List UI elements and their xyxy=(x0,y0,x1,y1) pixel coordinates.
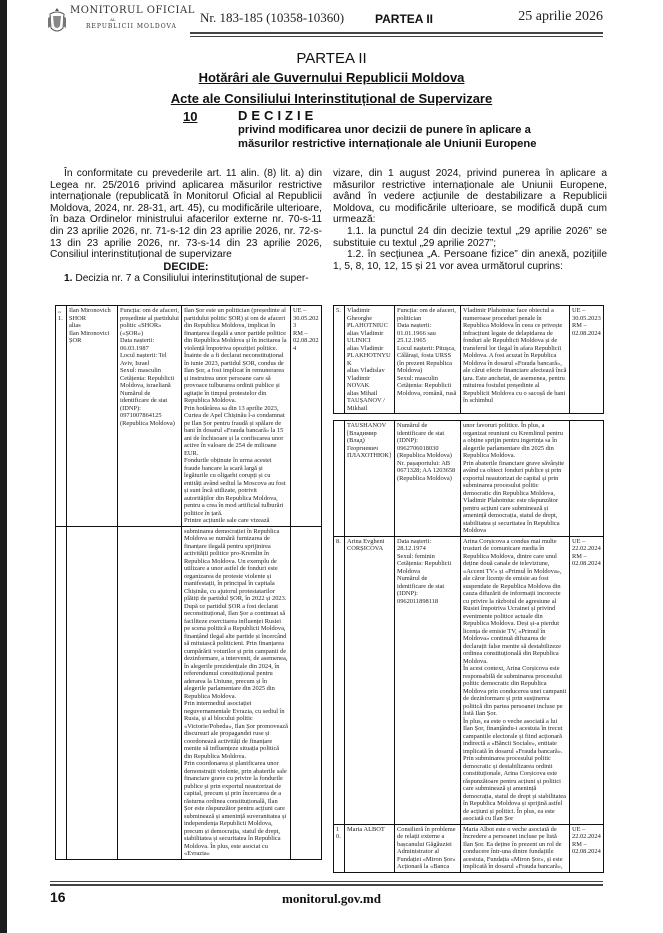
person-name xyxy=(67,526,118,859)
person-name: Ilan Mironovich SHOR alias Ilan Mironovici ȘOR xyxy=(67,306,118,527)
listing-reasons: subminarea democrației în Republica Moldova se numără furnizarea de finanțare ilegală pentru sprijinirea activității politice pro-Kremlin în Republica Moldova. Un exemplu de utilizare a unor astfel de fonduri este organizarea de proteste violente și manifestații, în principal în capitala Chișinău, cu ajutorul protestatarilor plătiți de partidul ȘOR, în 2022 și 2023. După ce partidul ȘOR a fost declarat neconstituțional, Ilan Șor a continuat să faciliteze exercitarea influenței Rusiei pe scena politică a Republicii Moldova, finanțând ilegal alte partide și încercând să mituiască politicieni. Prin finanțarea cumpărării voturilor și prin campanii de dezinformare, a intervenit, de asemenea, în alegerile prezidențiale din 2024, în referendumul constituțional pentru aderarea la Uniune, precum și în alegerile parlamentare din 2025 din Republica Moldova. Prin intermediul asociației neguvernamentale Evrazia, cu sediul în Rusia, și al blocului politic «Victorie/Pobeda», Ilan Șor promovează discursuri ale propagandei ruse și coordonează activități de finanțare menite să influențeze situația politică din Republica Moldova. Prin coordonarea și planificarea unor demonstrații violente, prin abaterile sale financiare grave cu privire la fondurile publice și prin exportul neautorizat de capital, precum și prin încercarea de a răsturna ordinea constituțională, Ilan Șor este răspunzător pentru acțiuni care subminează și amenință suveranitatea și independența Republicii Moldova, precum și democrația, statul de drept, stabilitatea și securitatea în Republica Moldova. În plus, este asociat cu «Evrazia» xyxy=(182,526,291,859)
annex-table-right-middle xyxy=(333,420,604,873)
row-number xyxy=(334,421,345,537)
item-1-text: Decizia nr. 7 a Consiliului interinstituțional de super- xyxy=(75,272,309,284)
table-row xyxy=(334,421,604,537)
listing-dates xyxy=(291,526,322,859)
header-rule xyxy=(190,32,603,34)
masthead-subtitle: REPUBLICII MOLDOVA xyxy=(86,23,177,30)
person-name: Maria ALBOT xyxy=(345,824,395,872)
table-row xyxy=(56,526,322,859)
listing-dates: UE – 30.05.2023 RM – 02.08.2024 xyxy=(570,306,604,414)
annex-table-right-column xyxy=(333,305,603,873)
person-details: Data nașterii: 28.12.1974 Sexul: feminin Cetățenia: Republicii Moldova Numărul de identificare de stat (IDNP): 0962011898118 xyxy=(395,536,461,824)
listing-reasons: Arina Corșicova a condus mai multe trusturi de comunicare media în Republica Moldova, dintre care unul deține două canale de televiziune, «Accent TV» și «Primul în Moldova», ale căror licențe de emisie au fost suspendate de Republica Moldova din cauza difuzării de informații incorecte cu privire la războiul de agresiune al Rusiei împotriva Ucrainei și privind evenimente politice actuale din Republica Moldova. Deși și-a pierdut licența de emisie TV, «Primul în Moldova» continuă difuzarea de declarații false menite să destabilizeze ordinea constituțională din Republica Moldova. În acest context, Arina Corșicova este responsabilă de subminarea procesului politic democratic din Republica Moldova prin conducerea unei campanii de dezinformare și prin susținerea politică din partea persoanei incluse pe listă Ilan Șor. În plus, ea este o veche asociată a lui Ilan Șor, finanțându-i acestuia în trecut campaniile electorale și fiind acționară indirectă a «Băncii Sociale», entitate implicată în dosarul «Frauda bancară». Prin subminarea procesului politic democratic și destabilizarea ordinii constituționale, Arina Corșicova este răspunzătoare pentru acțiuni și politici care subminează și amenință democrația, statul de drept și stabilitatea în Republica Moldova și sprijină astfel de acțiuni și politici. În plus, ea este asociată cu Ilan Șor xyxy=(461,536,570,824)
item-1-number: 1. xyxy=(64,272,73,284)
row-number: 8. xyxy=(334,536,345,824)
body-left-column xyxy=(50,168,322,284)
item-1-2: 1.2. în secțiunea „A. Persoane fizice” din anexă, pozițiile 1, 5, 8, 10, 12, 15 și 21 vor avea următorul cuprins: xyxy=(333,249,607,272)
issue-date: 25 aprilie 2026 xyxy=(518,9,603,24)
person-name: TAUSHANOV [Владимир (Влад) Георгиевич ПЛАХОТНЮК] xyxy=(345,421,395,537)
header-rule-thin xyxy=(190,36,603,37)
footer-rule xyxy=(50,884,603,886)
listing-dates: UE – 22.02.2024 RM – 02.08.2024 xyxy=(570,536,604,824)
item-1 xyxy=(50,273,322,285)
row-number: 10. xyxy=(334,824,345,872)
table-row xyxy=(334,536,604,824)
annex-table-right-top xyxy=(333,305,604,414)
person-name: Arina Evgheni CORȘICOVA xyxy=(345,536,395,824)
decision-number: 10 xyxy=(183,109,198,124)
listing-dates: UE – 30.05.2023 RM – 02.08.2024 xyxy=(291,306,322,527)
listing-reasons: unor favoruri politice. În plus, a organizat reuniuni cu Kremlinul pentru a obține sprijin pentru ingerința sa în alegerile parlamentare din 2025 din Republica Moldova. Prin abaterile financiare grave săvârșite având ca obiect fonduri publice și prin exportul neautorizat de capital și prin subminarea procesului politic democratic din Republica Moldova, Vladimir Plahotniuc este răspunzător pentru acțiuni care subminează și amenință democrația, statul de drept, stabilitatea și securitatea în Republica Moldova xyxy=(461,421,570,537)
listing-dates: UE – 22.02.2024 RM – 02.08.2024 xyxy=(570,824,604,872)
row-number: 5. xyxy=(334,306,345,414)
item-1-1: 1.1. la punctul 24 din decizie textul „29 aprilie 2026” se substituie cu textul „29 aprilie 2027”; xyxy=(333,225,607,249)
listing-reasons: Maria Albot este o veche asociată de încredere a persoanei incluse pe listă Ilan Șor. Ea deține în prezent un rol de conducere într-una dintre fundațiile acestuia, Fundația «Miron Șor», și este implicată în dosarul «Frauda bancară», xyxy=(461,824,570,872)
section-heading-council: Acte ale Consiliului Interinstituțional de Supervizare xyxy=(170,91,493,106)
header-part: PARTEA II xyxy=(375,12,434,26)
listing-reasons: Ilan Șor este un politician (președinte al partidului politic ȘOR) și om de afaceri din Republica Moldova, implicat în finanțarea ilegală a unor partide politice din Republica Moldova și în incitarea la violență împotriva opoziției politice. Înainte de a fi declarat neconstituțional în iunie 2023, partidul ȘOR, condus de Ilan Șor, a fost implicat în remunerarea și instruirea unor persoane care să provoace tulburarea ordinii publice și agitație în timpul protestelor din Republica Moldova. Prin hotărârea sa din 13 aprilie 2023, Curtea de Apel Chișinău l-a condamnat pe Ilan Șor pentru fraudă și spălare de bani în dosarul «Frauda bancară» la 15 ani de închisoare și la confiscarea unor active în valoare de 254 de milioane EUR. Fondurile obținute în urma acestei fraude bancare la scară largă și legăturile cu oligarhi corupți și cu entități având sediul la Moscova au fost și sunt încă utilizate, potrivit autorităților din Republica Moldova, pentru a crea în mod artificial tulburări politice în țară. Printre acțiunile sale care vizează xyxy=(182,306,291,527)
person-details xyxy=(118,526,182,859)
section-heading-government: Hotărâri ale Guvernului Republicii Moldova xyxy=(198,70,465,85)
person-details: Numărul de identificare de stat (IDNP): 0962706018030 (Republica Moldova) Nr. pașaportului: AB 0671328; AA 1203658 (Republica Moldova) xyxy=(395,421,461,537)
row-number: „1. xyxy=(56,306,67,527)
viewer-edge xyxy=(0,0,7,933)
person-details: Funcția: om de afaceri, președinte al partidului politic «SHOR» («ȘOR») Data nașterii: 06.03.1987 Locul nașterii: Tel Aviv, Israel Sexul: masculin Cetățenia: Republicii Moldova, israeliană Numărul de identificare de stat (IDNP): 0971007864125 (Republica Moldova) xyxy=(118,306,182,527)
item-1-continuation: vizare, din 1 august 2024, privind punerea în aplicare a măsurilor restrictive internaționale ale Uniunii Europene, având în vedere acțiunile de destabilizare a Republicii Moldova, cu modificările ulterioare, se modifică după cum urmează: xyxy=(333,168,607,226)
footer-rule-thin xyxy=(50,881,603,882)
preamble: În conformitate cu prevederile art. 11 alin. (8) lit. a) din Legea nr. 25/2016 privind aplicarea măsurilor restrictive internaționale (republicată în Monitorul Oficial al Republicii Moldova, 2024, nr. 28-31, art. 45), cu modificările ulterioare, în baza Ordinelor ministrului afacerilor externe nr. 70-s-11 din 23 aprilie 2026, nr. 71-s-12 din 23 aprilie 2026, nr. 72-s-13 din 23 aprilie 2026, nr. 73-s-14 din 23 aprilie 2026, Consiliul interinstituțional de supervizare xyxy=(50,168,322,261)
masthead-al: AL xyxy=(110,17,116,22)
decide-heading: DECIDE: xyxy=(163,260,209,273)
body-right-column xyxy=(333,168,607,272)
table-row xyxy=(56,306,322,527)
footer-site: monitorul.gov.md xyxy=(282,891,381,906)
person-name: Vladimir Gheorghe PLAHOTNIUC alias Vladimir ULINICI alias Vladimir PLAKHOTNYUK alias Vladislav Vladimir NOVAK alias Mihail TAUȘANOV / Mikhail xyxy=(345,306,395,414)
decision-subtitle: privind modificarea unor decizii de punere în aplicare a măsurilor restrictive internaționale ale Uniunii Europene xyxy=(238,124,537,150)
annex-table-left xyxy=(55,305,322,860)
part-title: PARTEA II xyxy=(296,50,367,67)
page-number: 16 xyxy=(50,889,66,905)
table-row xyxy=(334,306,604,414)
row-number xyxy=(56,526,67,859)
page-header xyxy=(48,4,603,40)
listing-reasons: Vladimir Plahotniuc face obiectul a numeroase proceduri penale în Republica Moldova în ceea ce privește infracțiuni legate de delapidarea de fonduri ale Republicii Moldova și de transferul lor ilegal în afara Republicii Moldova. A fost acuzat în Republica Moldova în dosarul «Frauda bancară», ale cărui efecte financiare afectează încă țara. Este anchetat, de asemenea, pentru mituirea fostului președinte al Republicii Moldova cu o sacoșă de bani în schimbul xyxy=(461,306,570,414)
issue-number: Nr. 183-185 (10358-10360) xyxy=(200,10,345,25)
person-details: Funcția: om de afaceri, politician Data nașterii: 01.01.1966 sau 25.12.1965 Locul nașterii: Pitușca, Călărași, fosta URSS (în prezent Republica Moldova) Sexul: masculin Cetățenia: Republicii Moldova, română, rusă xyxy=(395,306,461,414)
masthead-title: MONITORUL OFICIAL xyxy=(70,5,195,16)
decision-title: DECIZIE xyxy=(238,108,318,123)
person-details: Consilieră în probleme de relații externe a bașcanului Găgăuziei Administrator al Fundației «Miron Șor» Acționară la «Banca xyxy=(395,824,461,872)
table-row xyxy=(334,824,604,872)
listing-dates xyxy=(570,421,604,537)
moldova-coat-of-arms-icon xyxy=(48,6,66,36)
